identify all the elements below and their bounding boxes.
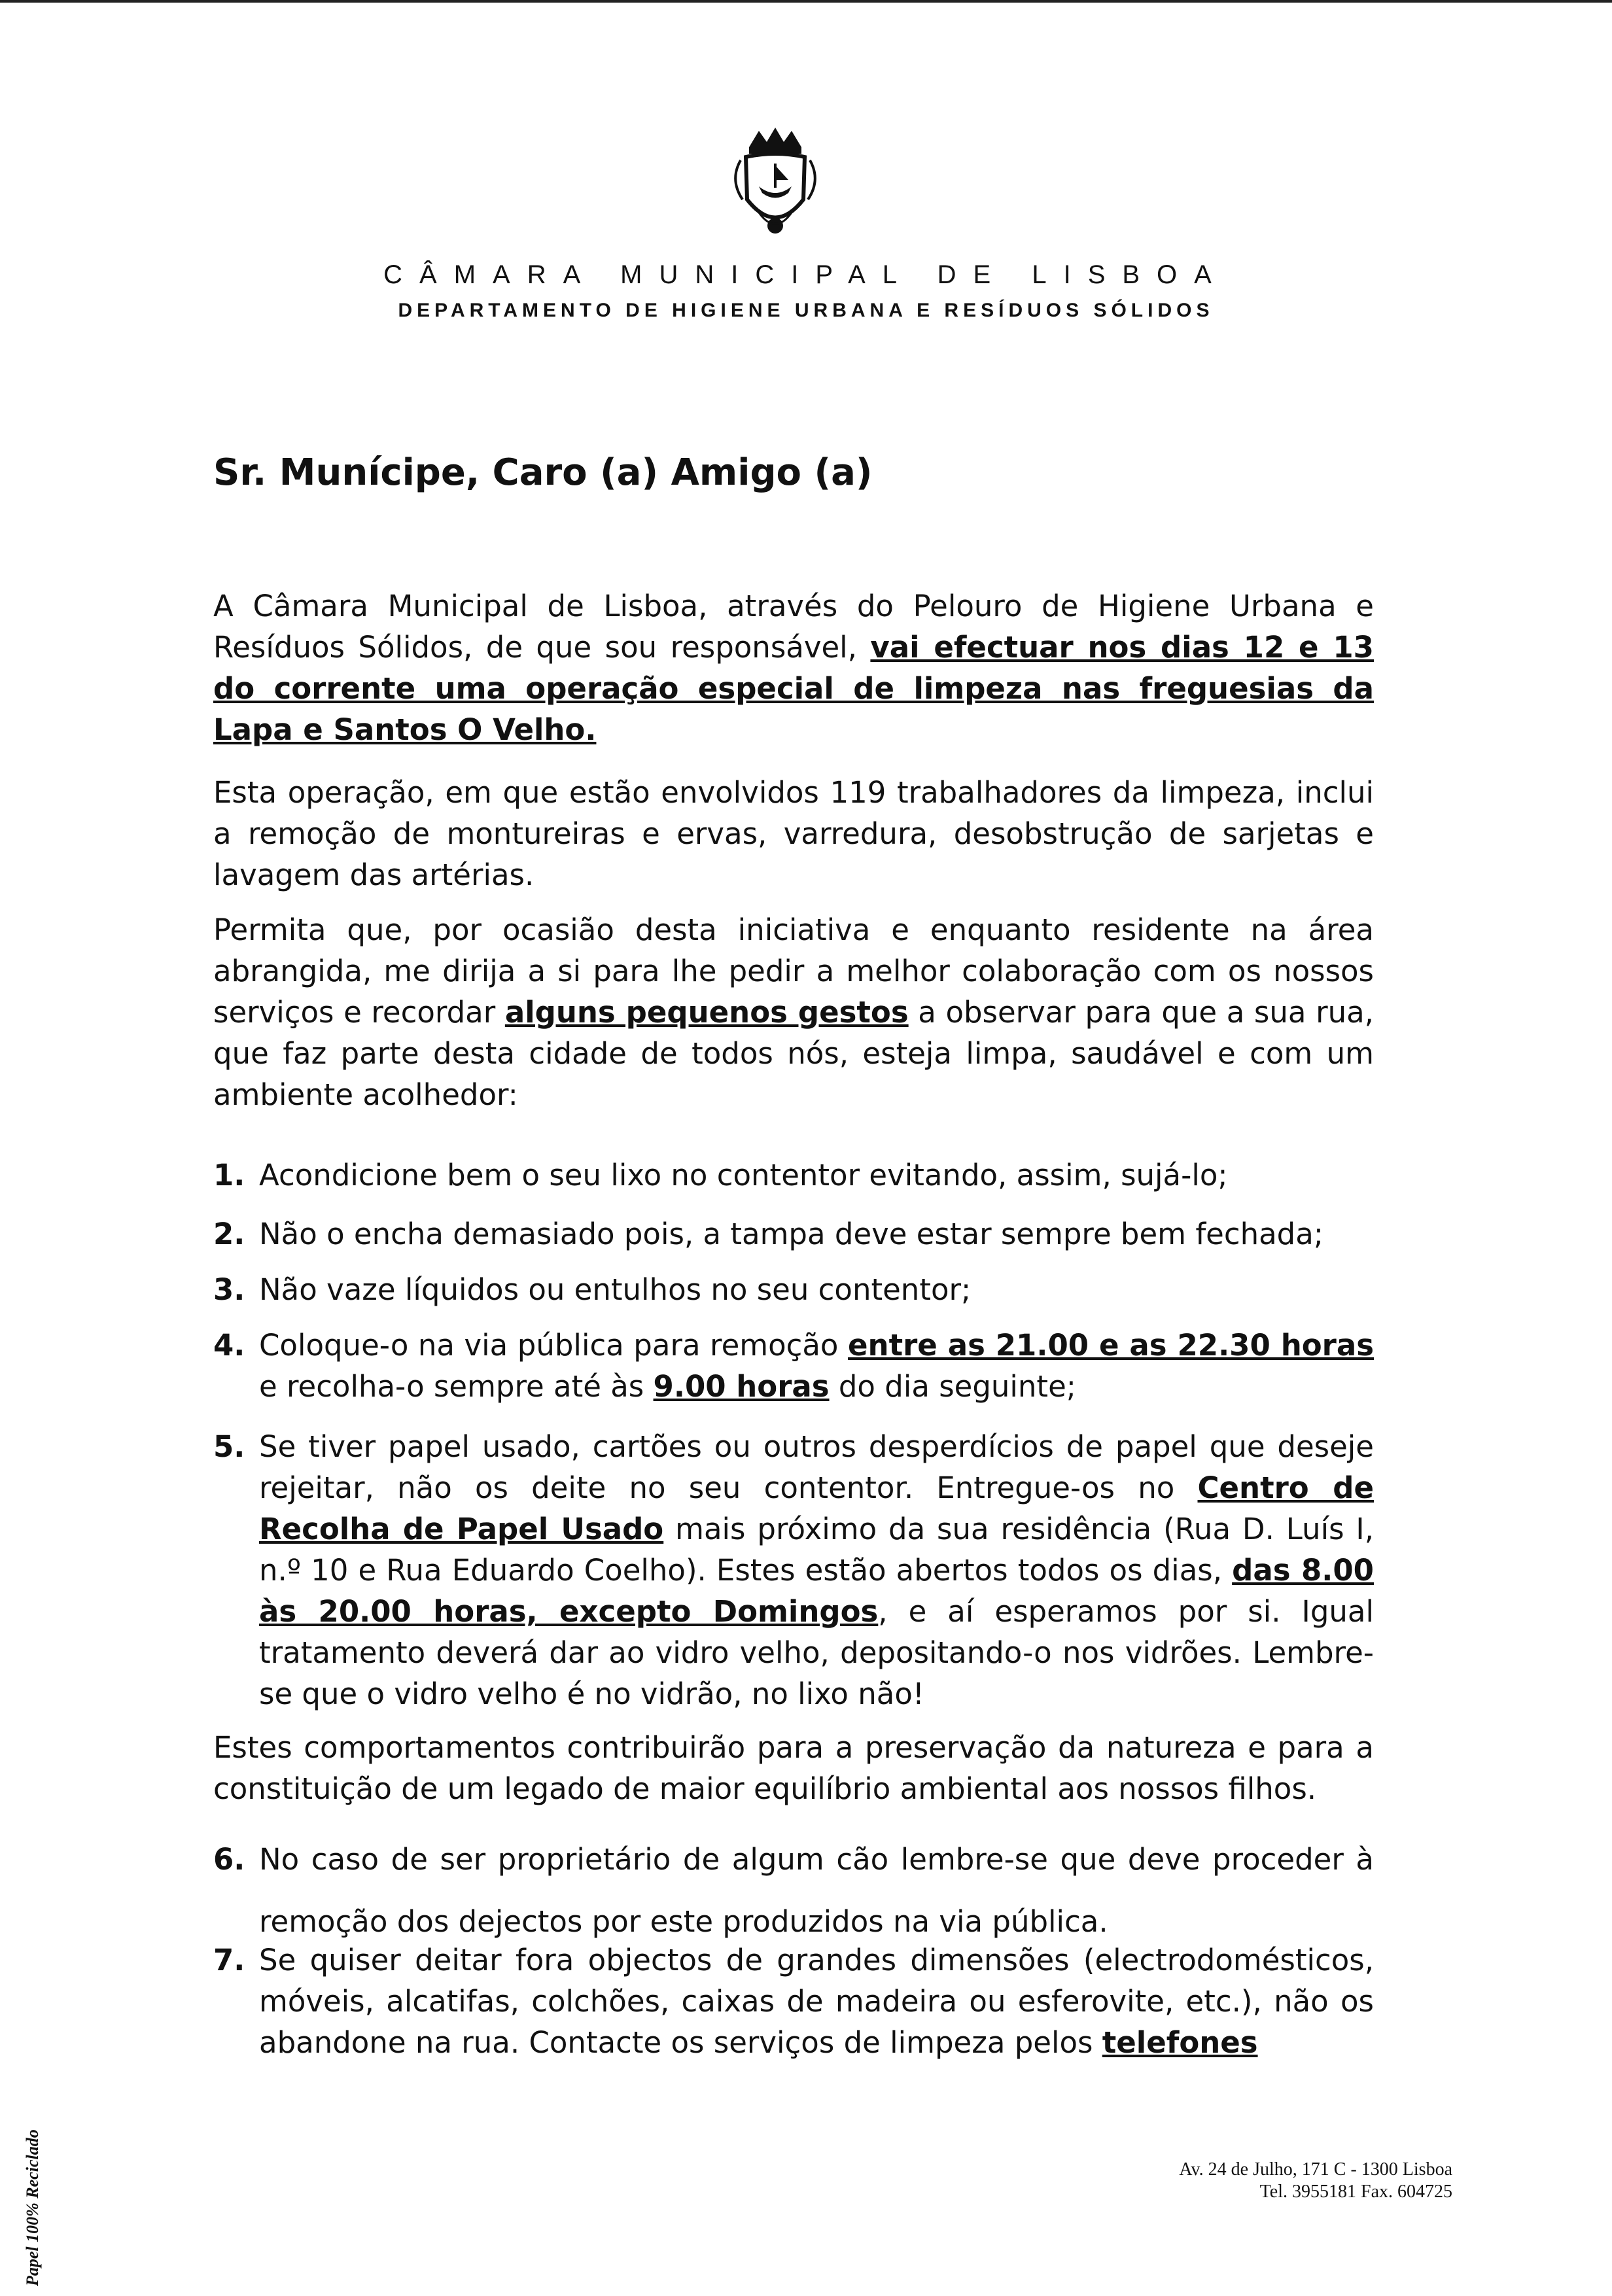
- item-number: 1.: [213, 1158, 245, 1192]
- list-item-3: [213, 1269, 1374, 1310]
- page-top-rule: [0, 0, 1612, 3]
- item-7-text-a: Se quiser deitar fora objectos de grandes dimensões (electrodomésticos, móveis, alcatifas, colchões, caixas de madeira ou esferovite, etc.), não os abandone na rua. Contacte os serviços de limpeza pelos: [259, 1943, 1374, 2060]
- paragraph-behaviour: Estes comportamentos contribuirão para a preservação da natureza e para a constituição de um legado de maior equilíbrio ambiental aos nossos filhos.: [213, 1730, 1374, 1806]
- item-number: 6.: [213, 1842, 245, 1877]
- item-4-deadline: 9.00 horas: [653, 1369, 830, 1404]
- paragraph-operation: Esta operação, em que estão envolvidos 119 trabalhadores da limpeza, inclui a remoção de montureiras e ervas, varredura, desobstrução de sarjetas e lavagem das artérias.: [213, 775, 1374, 892]
- item-4-text-d: do dia seguinte;: [829, 1369, 1076, 1404]
- item-5-text-c: mais próximo da sua residência (Rua D. Luís I, n.º 10 e Rua Eduardo Coelho). Estes estão abertos todos os dias,: [259, 1512, 1375, 1588]
- request-highlight: alguns pequenos gestos: [504, 995, 909, 1030]
- item-number: 7.: [213, 1943, 245, 1977]
- recycled-paper-text: Papel 100% Reciclado: [23, 2129, 42, 2286]
- footer-phone: Tel. 3955181 Fax. 604725: [1259, 2182, 1452, 2202]
- recycled-paper-note: [13, 2129, 52, 2289]
- organization-name: CÂMARA MUNICIPAL DE LISBOA: [383, 260, 1229, 289]
- item-7-phones: telefones: [1102, 2025, 1258, 2060]
- list-item-4: [213, 1325, 1374, 1407]
- item-number: 4.: [213, 1328, 245, 1363]
- item-text: Não vaze líquidos ou entulhos no seu contentor;: [259, 1272, 972, 1307]
- list-item-2: [213, 1213, 1374, 1255]
- item-text: [259, 1939, 1374, 2063]
- item-5-text-a: Se tiver papel usado, cartões ou outros desperdícios de papel que deseje rejeitar, não os deite no seu contentor. Entregue-os no: [259, 1429, 1374, 1505]
- paragraph-request: [213, 909, 1374, 1115]
- greeting: Sr. Munícipe, Caro (a) Amigo (a): [213, 451, 873, 494]
- footer-address-block: [1047, 2159, 1452, 2203]
- paragraph-intro: [213, 585, 1374, 750]
- item-5-text-d: , e aí esperamos por si. Igual tratamento deverá dar ao vidro velho, depositando-o nos vidrões. Lembre-se que o vidro velho é no vidrão, no lixo não!: [259, 1594, 1374, 1711]
- request-text-a: Permita que, por ocasião desta iniciativa e enquanto residente na área abrangida, me dirija a si para lhe pedir a melhor colaboração com os nossos serviços e recordar: [213, 913, 1374, 1030]
- item-number: 2.: [213, 1217, 245, 1251]
- list-item-5: [213, 1426, 1374, 1714]
- item-number: 5.: [213, 1429, 245, 1464]
- list-item-1: [213, 1155, 1374, 1196]
- request-text-b: a observar para que a sua rua, que faz parte desta cidade de todos nós, esteja limpa, saudável e com um ambiente acolhedor:: [213, 995, 1374, 1112]
- item-text: Acondicione bem o seu lixo no contentor evitando, assim, sujá-lo;: [259, 1158, 1228, 1192]
- footer-address: Av. 24 de Julho, 171 C - 1300 Lisboa: [1179, 2159, 1452, 2180]
- intro-text: A Câmara Municipal de Lisboa, através do Pelouro de Higiene Urbana e Resíduos Sólidos, de que sou responsável,: [213, 589, 1374, 665]
- item-5-opening-hours: das 8.00 às 20.00 horas, excepto Domingos: [259, 1553, 1374, 1629]
- list-item-7: [213, 1939, 1374, 2063]
- item-text: [259, 1325, 1374, 1407]
- item-4-time-range: entre as 21.00 e as 22.30 horas: [848, 1328, 1375, 1363]
- item-text: Não o encha demasiado pois, a tampa deve estar sempre bem fechada;: [259, 1217, 1323, 1251]
- item-4-text-c: e recolha-o sempre até às: [259, 1369, 654, 1404]
- item-text: No caso de ser proprietário de algum cão lembre-se que deve proceder à remoção dos dejectos por este produzidos na via pública.: [259, 1842, 1374, 1939]
- intro-highlight: vai efectuar nos dias 12 e 13 do corrente uma operação especial de limpeza nas freguesias da Lapa e Santos O Velho.: [213, 630, 1374, 747]
- list-item-6: [213, 1828, 1374, 1953]
- item-5-centre: Centro de Recolha de Papel Usado: [259, 1470, 1375, 1546]
- item-text: [259, 1426, 1374, 1714]
- department-name: DEPARTAMENTO DE HIGIENE URBANA E RESÍDUOS SÓLIDOS: [398, 300, 1214, 321]
- item-number: 3.: [213, 1272, 245, 1307]
- item-4-text-a: Coloque-o na via pública para remoção: [259, 1328, 849, 1363]
